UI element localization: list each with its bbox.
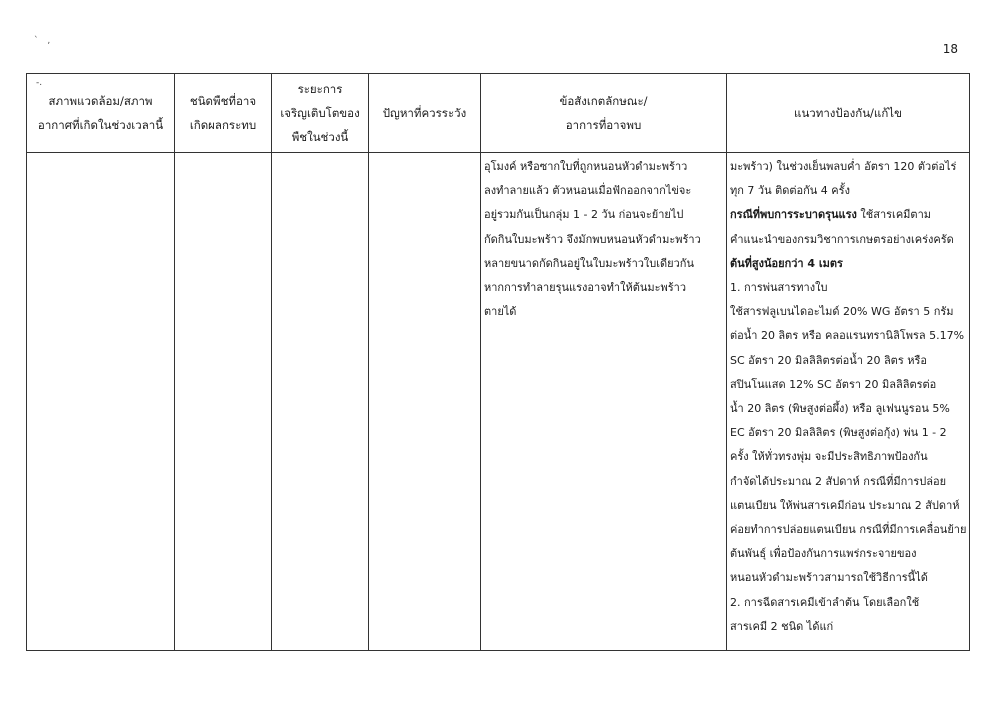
header-line: ระยะการ	[297, 82, 343, 96]
header-line: ปัญหาที่ควรระวัง	[382, 106, 467, 120]
cell-growth-stage	[272, 153, 369, 651]
text-line: มะพร้าว) ในช่วงเย็นพลบค่ำ อัตรา 120 ตัวต่อไร่	[730, 160, 957, 173]
cell-affected-crops	[175, 153, 272, 651]
header-line: เจริญเติบโตของ	[280, 106, 360, 120]
header-line: ข้อสังเกตลักษณะ/	[559, 94, 648, 108]
cell-symptoms	[481, 153, 727, 651]
header-environment	[27, 74, 175, 153]
header-symptoms	[481, 74, 727, 153]
header-prevention	[727, 74, 970, 153]
text-line: หนอนหัวดำมะพร้าวสามารถใช้วิธีการนี้ได้	[730, 571, 928, 585]
text-line: ครั้ง ให้ทั่วทรงพุ่ม จะมีประสิทธิภาพป้องกัน	[730, 450, 928, 464]
text-line: SC อัตรา 20 มิลลิลิตรต่อน้ำ 20 ลิตร หรือ	[730, 353, 928, 367]
cell-prevention	[727, 153, 970, 651]
scan-mark: ` ,	[34, 36, 54, 46]
text-line: หลายขนาดกัดกินอยู่ในใบมะพร้าวใบเดียวกัน	[484, 256, 694, 270]
text-line: กัดกินใบมะพร้าว จึงมักพบหนอนหัวดำมะพร้าว	[484, 232, 701, 246]
page-number: 18	[942, 42, 958, 56]
table-row	[27, 153, 970, 651]
header-affected-crops	[175, 74, 272, 153]
text-line: หากการทำลายรุนแรงอาจทำให้ต้นมะพร้าว	[484, 281, 687, 295]
header-growth-stage	[272, 74, 369, 153]
header-line: เกิดผลกระทบ	[189, 118, 257, 132]
header-problems	[369, 74, 481, 153]
text-line: สารเคมี 2 ชนิด ได้แก่	[730, 619, 834, 633]
text-line: ใช้สารฟลูเบนไดอะไมด์ 20% WG อัตรา 5 กรัม	[730, 305, 954, 319]
text-line: น้ำ 20 ลิตร (พิษสูงต่อผึ้ง) หรือ ลูเฟนนูรอน 5%	[730, 402, 950, 416]
header-line: อากาศที่เกิดในช่วงเวลานี้	[37, 118, 164, 132]
text-line: ลงทำลายแล้ว ตัวหนอนเมื่อฟักออกจากไข่จะ	[484, 184, 692, 198]
text-line: คำแนะนำของกรมวิชาการเกษตรอย่างเคร่งครัด	[730, 232, 954, 246]
header-line: ชนิดพืชที่อาจ	[189, 94, 257, 108]
text-line: อยู่รวมกันเป็นกลุ่ม 1 - 2 วัน ก่อนจะย้ายไป	[484, 208, 684, 222]
cell-problems	[369, 153, 481, 651]
pest-advisory-table	[26, 73, 970, 651]
text-line: แตนเบียน ให้พ่นสารเคมีก่อน ประมาณ 2 สัปดาห์	[730, 498, 960, 512]
text-line: EC อัตรา 20 มิลลิลิตร (พิษสูงต่อกุ้ง) พ่น 1 - 2	[730, 426, 947, 440]
text-line: ต่อน้ำ 20 ลิตร หรือ คลอแรนทรานิลิโพรล 5.17%	[730, 329, 965, 343]
text-line: ต้นที่สูงน้อยกว่า 4 เมตร	[730, 256, 843, 270]
text-line: 2. การฉีดสารเคมีเข้าลำต้น โดยเลือกใช้	[730, 595, 920, 609]
text-line: สปินโนแสด 12% SC อัตรา 20 มิลลิลิตรต่อ	[730, 377, 937, 391]
text-line: อุโมงค์ หรือซากใบที่ถูกหนอนหัวดำมะพร้าว	[484, 160, 688, 173]
text-line: ตายได้	[484, 305, 517, 319]
header-line: แนวทางป้องกัน/แก้ไข	[794, 106, 902, 120]
cell-environment	[27, 153, 175, 651]
header-line: พืชในช่วงนี้	[291, 130, 349, 144]
text-line: ทุก 7 วัน ติดต่อกัน 4 ครั้ง	[730, 184, 850, 198]
header-scan-mark: -.	[36, 78, 43, 88]
text-line: ต้นพันธุ์ เพื่อป้องกันการแพร่กระจายของ	[730, 547, 917, 561]
text-line: กำจัดได้ประมาณ 2 สัปดาห์ กรณีที่มีการปล่อย	[730, 474, 947, 488]
text-line: กรณีที่พบการระบาดรุนแรง ใช้สารเคมีตาม	[730, 208, 931, 222]
header-line: อาการที่อาจพบ	[565, 118, 642, 132]
text-line: 1. การพ่นสารทางใบ	[730, 281, 828, 295]
text-line: ค่อยทำการปล่อยแตนเบียน กรณีที่มีการเคลื่อนย้าย	[730, 523, 966, 537]
header-line: สภาพแวดล้อม/สภาพ	[48, 94, 153, 108]
table-header-row	[27, 74, 970, 153]
